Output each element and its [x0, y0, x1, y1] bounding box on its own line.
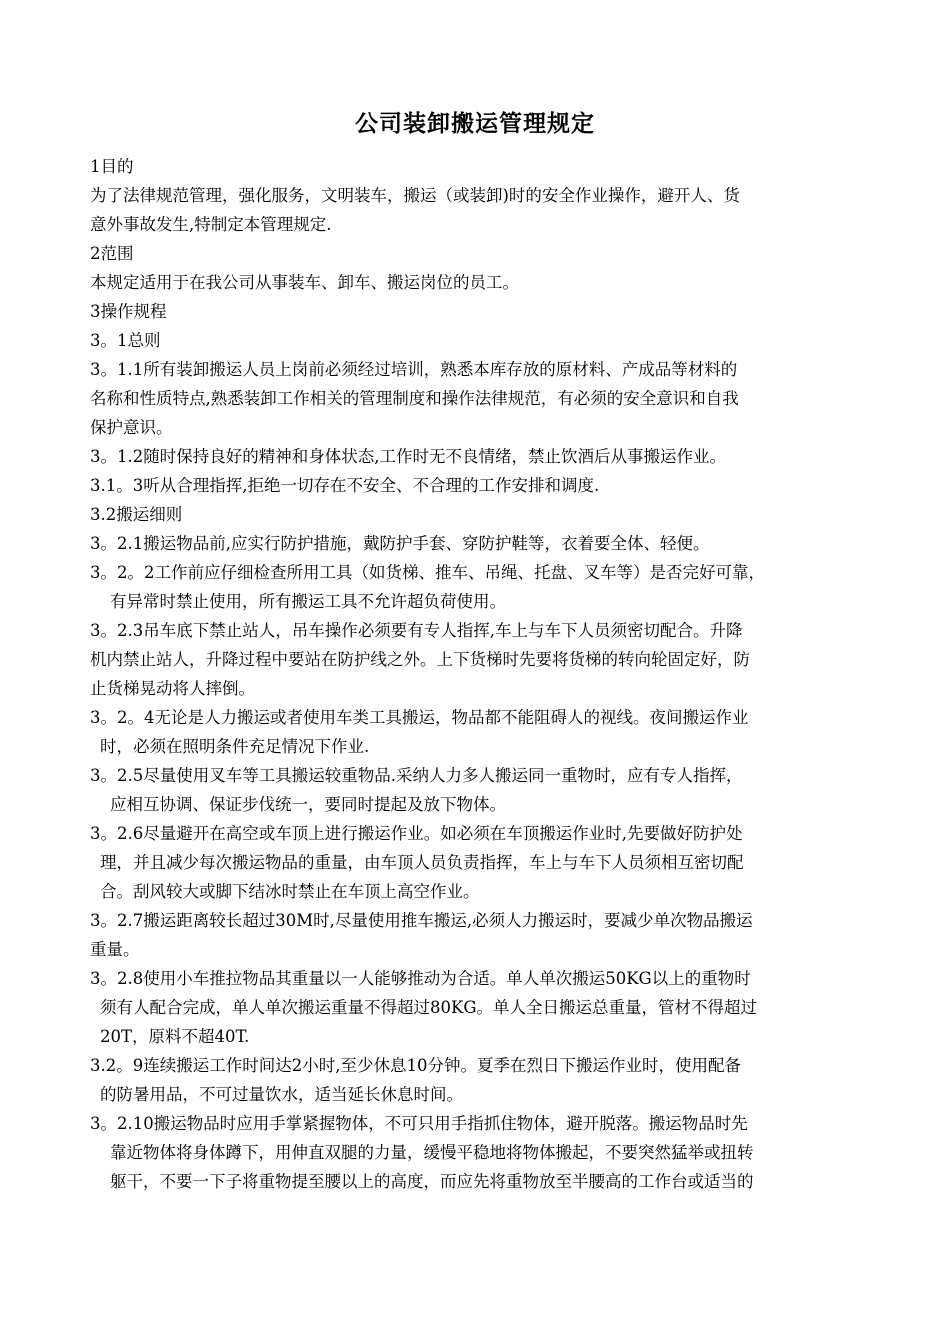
paragraph-line: 止货梯晃动将人摔倒。: [90, 679, 255, 698]
paragraph-line: 须有人配合完成，单人单次搬运重量不得超过80KG。单人全日搬运总重量，管材不得超过: [100, 998, 758, 1017]
paragraph-line: 名称和性质特点,熟悉装卸工作相关的管理制度和操作法律规范，有必须的安全意识和自我: [90, 389, 739, 408]
paragraph-line: 躯干，不要一下子将重物提至腰以上的高度，而应先将重物放至半腰高的工作台或适当的: [110, 1172, 754, 1191]
paragraph-line: 3。2.1搬运物品前,应实行防护措施，戴防护手套、穿防护鞋等，衣着要全体、轻便。: [90, 534, 710, 553]
paragraph-line: 为了法律规范管理，强化服务，文明装车，搬运（或装卸)时的安全作业操作，避开人、货: [90, 186, 740, 205]
section-heading: 3操作规程: [90, 302, 167, 321]
paragraph-line: 理，并且减少每次搬运物品的重量，由车顶人员负责指挥，车上与车下人员须相互密切配: [100, 853, 744, 872]
paragraph-line: 3。2.5尽量使用叉车等工具搬运较重物品.采纳人力多人搬运同一重物时，应有专人指挥，: [90, 766, 743, 785]
document-body: [90, 152, 870, 1196]
paragraph-line: 重量。: [90, 940, 140, 959]
paragraph-line: 3。2.7搬运距离较长超过30M时,尽量使用推车搬运,必须人力搬运时，要减少单次物品搬运: [90, 911, 753, 930]
paragraph-line: 的防暑用品，不可过量饮水，适当延长休息时间。: [100, 1085, 463, 1104]
section-heading: 2范围: [90, 244, 134, 263]
paragraph-line: 3。1.2随时保持良好的精神和身体状态,工作时无不良情绪，禁止饮酒后从事搬运作业。: [90, 447, 726, 466]
paragraph-line: 意外事故发生,特制定本管理规定.: [90, 215, 332, 234]
paragraph-line: 靠近物体将身体蹲下，用伸直双腿的力量，缓慢平稳地将物体搬起，不要突然猛举或扭转: [110, 1143, 754, 1162]
paragraph-line: 合。刮风较大或脚下结冰时禁止在车顶上高空作业。: [100, 882, 480, 901]
paragraph-line: 本规定适用于在我公司从事装车、卸车、搬运岗位的员工。: [90, 273, 519, 292]
paragraph-line: 保护意识。: [90, 418, 173, 437]
paragraph-line: 3。2.3吊车底下禁止站人，吊车操作必须要有专人指挥,车上与车下人员须密切配合。升降: [90, 621, 743, 640]
paragraph-line: 3。2。4无论是人力搬运或者使用车类工具搬运，物品都不能阻碍人的视线。夜间搬运作业: [90, 708, 749, 727]
paragraph-line: 3。1.1所有装卸搬运人员上岗前必须经过培训，熟悉本库存放的原材料、产成品等材料的: [90, 360, 738, 379]
paragraph-line: 3.1。3听从合理指挥,拒绝一切存在不安全、不合理的工作安排和调度.: [90, 476, 600, 495]
paragraph-line: 3.2。9连续搬运工作时间达2小时,至少休息10分钟。夏季在烈日下搬运作业时，使用配备: [90, 1056, 741, 1075]
paragraph-line: 3。2.10搬运物品时应用手掌紧握物体，不可只用手指抓住物体，避开脱落。搬运物品时先: [90, 1114, 748, 1133]
section-heading: 1目的: [90, 157, 134, 176]
subsection-heading: 3。1总则: [90, 331, 161, 350]
paragraph-line: 20T，原料不超40T.: [100, 1027, 250, 1046]
paragraph-line: 机内禁止站人，升降过程中要站在防护线之外。上下货梯时先要将货梯的转向轮固定好，防: [90, 650, 750, 669]
paragraph-line: 时，必须在照明条件充足情况下作业.: [100, 737, 370, 756]
paragraph-line: 3。2.8使用小车推拉物品其重量以一人能够推动为合适。单人单次搬运50KG以上的重物时: [90, 969, 751, 988]
paragraph-line: 应相互协调、保证步伐统一，要同时提起及放下物体。: [110, 795, 506, 814]
paragraph-line: 3。2.6尽量避开在高空或车顶上进行搬运作业。如必须在车顶搬运作业时,先要做好防护处: [90, 824, 743, 843]
document-title: 公司装卸搬运管理规定: [355, 110, 595, 137]
paragraph-line: 有异常时禁止使用，所有搬运工具不允许超负荷使用。: [110, 592, 506, 611]
subsection-heading: 3.2搬运细则: [90, 505, 183, 524]
paragraph-line: 3。2。2工作前应仔细检查所用工具（如货梯、推车、吊绳、托盘、叉车等）是否完好可靠，: [90, 563, 765, 582]
